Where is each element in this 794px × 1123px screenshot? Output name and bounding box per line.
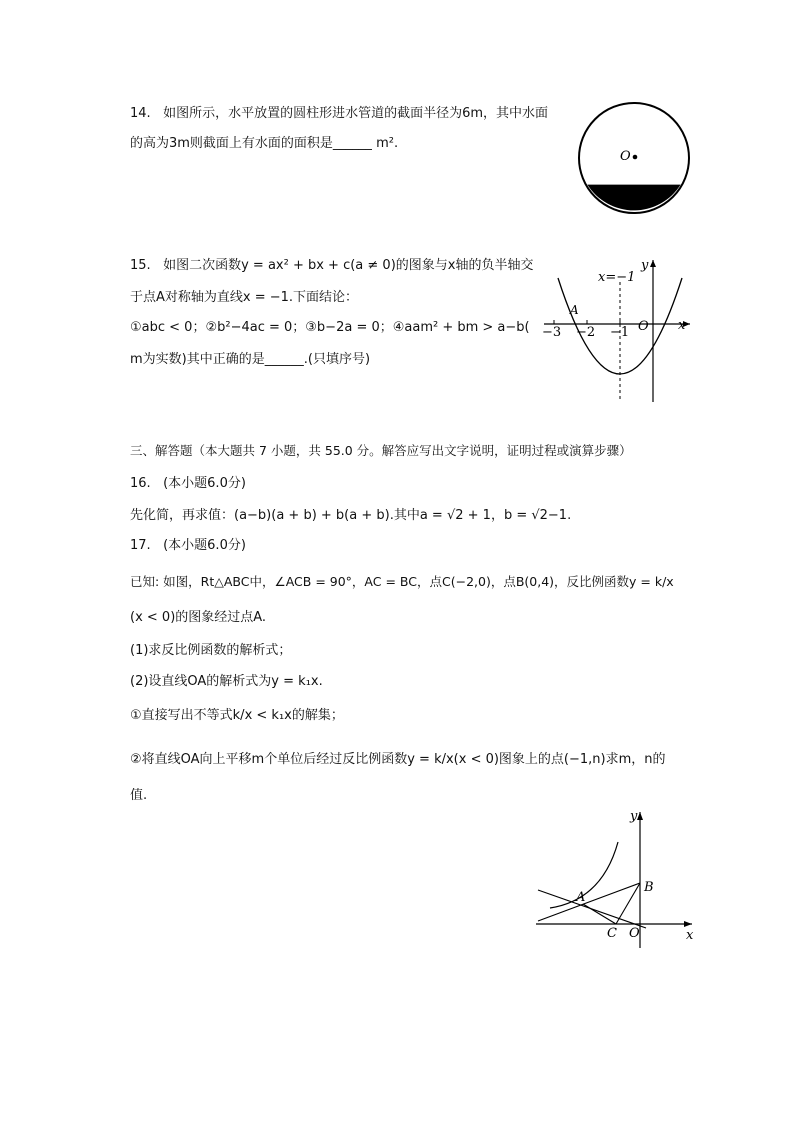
origin-label: O — [629, 926, 640, 941]
q15-parabola-figure — [540, 254, 700, 404]
y-axis-label: y — [630, 809, 638, 824]
tick-label-m3: −3 — [542, 325, 562, 340]
origin-label: O — [638, 319, 649, 334]
point-c-label: C — [607, 926, 617, 941]
q17-figure — [532, 806, 702, 956]
x-axis-arrow — [684, 921, 692, 927]
q15-text-line1: 如图二次函数y = ax² + bx + c(a ≠ 0)的图象与x轴的负半轴交 — [163, 258, 534, 273]
section-3-header: 三、解答题（本大题共 7 小题，共 55.0 分。解答应写出文字说明，证明过程或演算步骤） — [130, 443, 632, 458]
q17-text-line2: (x < 0)的图象经过点A. — [130, 610, 267, 625]
q17-part1: (1)求反比例函数的解析式； — [130, 643, 292, 658]
segment-ac — [583, 904, 616, 924]
q15-text-line2: 于点A对称轴为直线x = −1.下面结论： — [130, 290, 359, 305]
y-axis-label: y — [641, 258, 649, 273]
q15-number: 15. — [130, 258, 151, 273]
q16-header — [130, 474, 246, 494]
water-segment — [587, 185, 680, 211]
line-ab-extended — [538, 883, 640, 921]
q15-text-line4: m为实数)其中正确的是______.(只填序号) — [130, 352, 371, 367]
point-b-label: B — [644, 880, 654, 895]
q14-text-line1: 如图所示，水平放置的圆柱形进水管道的截面半径为6m，其中水面 — [163, 106, 549, 121]
center-label-o: O — [620, 149, 631, 164]
q16-text: 先化简，再求值：(a−b)(a + b) + b(a + b).其中a = √2 + 1，b = √2−1. — [130, 508, 572, 523]
q17-part2b-end: 值. — [130, 788, 148, 803]
center-point — [633, 155, 638, 160]
y-axis-arrow — [650, 260, 656, 267]
x-axis-label: x — [686, 928, 694, 943]
q14-pipe-figure — [574, 98, 694, 218]
q17-number: 17. — [130, 538, 151, 553]
q15-line1 — [130, 256, 533, 276]
q15-text-line3: ①abc < 0；②b²−4ac = 0；③b−2a = 0；④aam² + bm > a−b( — [130, 320, 530, 335]
tick-label-m1: −1 — [610, 325, 630, 340]
q17-text-line1: 已知: 如图，Rt△ABC中，∠ACB = 90°，AC = BC，点C(−2,0)，点B(0,4)，反比例函数y = k/x — [130, 574, 674, 589]
q17-part2: (2)设直线OA的解析式为y = k₁x. — [130, 674, 323, 689]
y-axis-arrow — [637, 812, 643, 820]
symmetry-axis-label: x=−1 — [598, 270, 636, 285]
q16-number: 16. — [130, 476, 151, 491]
q14-text-line2: 的高为3m则截面上有水面的面积是______ m². — [130, 136, 399, 151]
x-axis-label: x — [678, 318, 686, 333]
tick-label-m2: −2 — [576, 325, 596, 340]
q17-header — [130, 536, 246, 556]
q14-number: 14. — [130, 106, 151, 121]
q16-score: (本小题6.0分) — [163, 476, 246, 491]
segment-bc — [616, 883, 640, 924]
q17-score: (本小题6.0分) — [163, 538, 246, 553]
point-a-label: A — [576, 890, 586, 905]
q17-part2b: ②将直线OA向上平移m个单位后经过反比例函数y = k/x(x < 0)图象上的点(−1,n)求m，n的 — [130, 752, 666, 767]
point-a-label: A — [570, 303, 579, 317]
q17-part2a: ①直接写出不等式k/x < k₁x的解集； — [130, 708, 344, 723]
q14-line1 — [130, 104, 548, 124]
